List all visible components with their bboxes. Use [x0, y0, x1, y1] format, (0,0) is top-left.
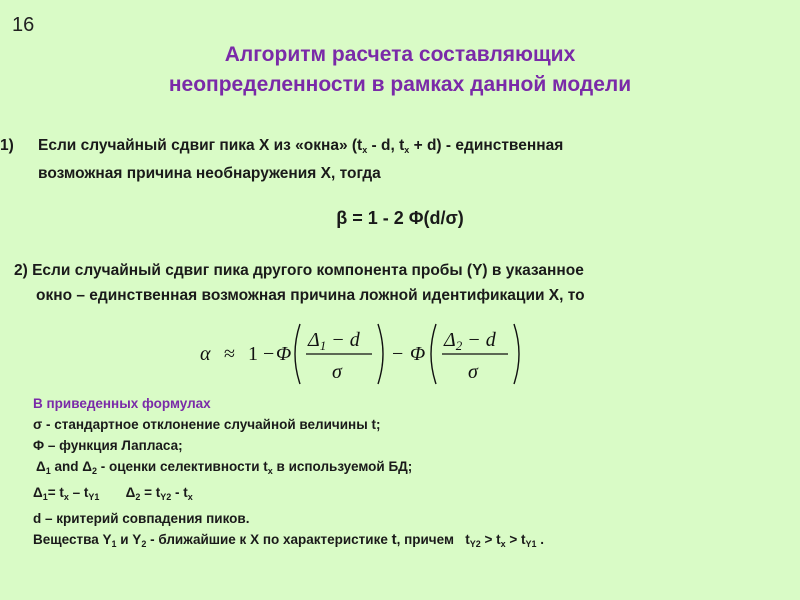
denominator-2: σ [468, 361, 478, 383]
notes-heading: В приведенных формулах [33, 396, 211, 411]
title-line-2: неопределенности в рамках данной модели [168, 73, 632, 96]
alpha-formula [190, 318, 530, 390]
paren-close-1 [378, 324, 383, 384]
phi-1: Φ [276, 343, 292, 365]
sigma-definition: σ - стандартное отклонение случайной величины t; [33, 417, 381, 432]
numerator-2: $\Delta_2 - d$ [444, 329, 496, 353]
alpha-symbol: α [200, 343, 211, 365]
title-line-1: Алгоритм расчета составляющих [224, 43, 576, 66]
list-item-2 [14, 258, 784, 308]
slide-number: 16 [12, 14, 35, 36]
notes-block [33, 393, 773, 555]
numerator-1: $\Delta_1 - d$ [308, 329, 360, 353]
list-item-2-line-1: 2) Если случайный сдвиг пика другого компонента пробы (Y) в указанное [14, 262, 584, 279]
beta-formula: β = 1 - 2 Φ(d/σ) [336, 208, 464, 228]
slide-title [0, 40, 800, 100]
d-definition: d – критерий совпадения пиков. [33, 511, 250, 526]
substances-line: Вещества $Y_1$ и $Y_2$ - ближайшие к X по характеристике t, причем $t_{Y2} > t_x > t_{Y1}$ . [33, 531, 545, 549]
list-item-1-line-2: возможная причина необнаружения X, тогда [38, 165, 381, 182]
paren-open-1 [295, 324, 300, 384]
list-item-1-line-1: Если случайный сдвиг пика X из «окна» ($t_x$ - d, $t_x + d$) - единственная [38, 137, 564, 155]
list-item-1-number: 1) [0, 137, 14, 154]
delta-formulas: $\Delta_1= t_x - t_{Y1}$ $\Delta_2 = t_{Y2} - t_x$ [33, 485, 193, 502]
minus-symbol: − [392, 343, 404, 365]
denominator-1: σ [332, 361, 342, 383]
phi-2: Φ [410, 343, 426, 365]
paren-close-2 [514, 324, 519, 384]
phi-definition: Φ – функция Лапласа; [33, 438, 183, 453]
one-minus: 1 − [248, 343, 275, 365]
approx-symbol: ≈ [224, 343, 235, 365]
delta-definition: $\Delta_1$ and $\Delta_2$ - оценки селективности $t_x$ в используемой БД; [36, 459, 413, 476]
paren-open-2 [431, 324, 436, 384]
list-item-2-line-2: окно – единственная возможная причина ложной идентификации X, то [36, 287, 585, 304]
